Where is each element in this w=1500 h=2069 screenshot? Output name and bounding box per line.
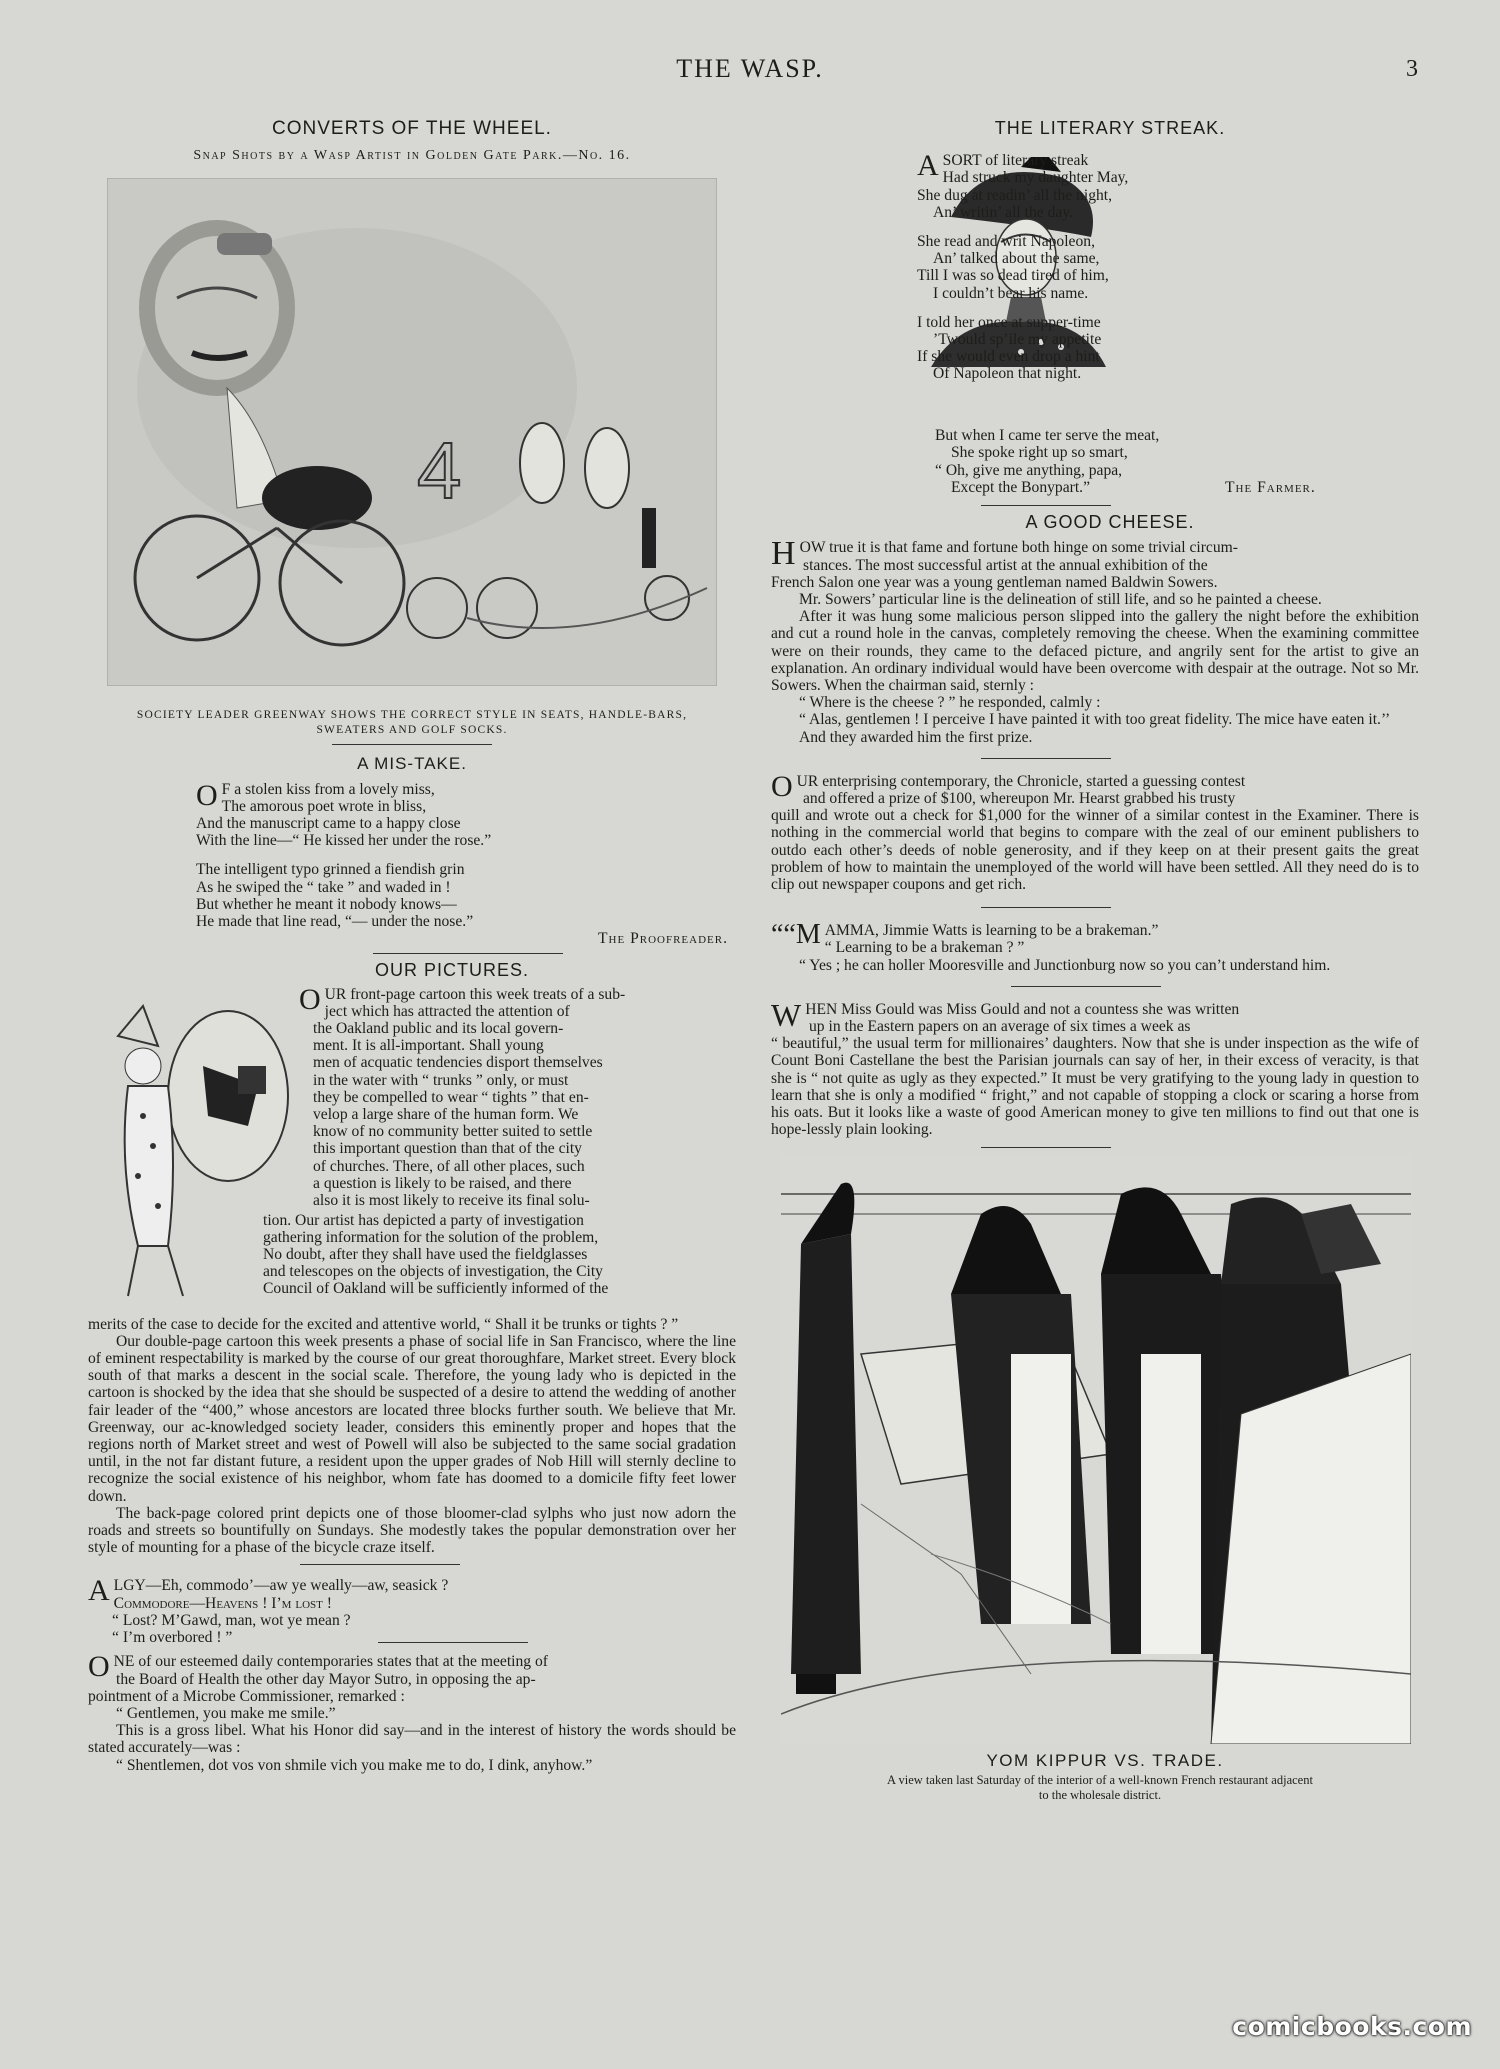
cheese-dropcap: H	[771, 535, 796, 573]
chronicle-line: and offered a prize of $100, whereupon Mr. Hearst grabbed his trusty	[803, 790, 1236, 808]
mistake-poem	[88, 778, 736, 931]
literary-line: An’ writin’ all the day.	[933, 203, 1074, 221]
cheese-para-2: Mr. Sowers’ particular line is the delineation of still life, and so he painted a cheese.	[799, 591, 1322, 609]
algy-section	[88, 1574, 736, 1647]
chronicle-section	[771, 769, 1419, 894]
gould-line: HEN Miss Gould was Miss Gould and not a countess she was written	[805, 1000, 1240, 1018]
literary-line: Except the Bonypart.”	[951, 478, 1090, 496]
pictures-line: they be compelled to wear “ tights ” that en-	[313, 1088, 589, 1106]
yom-kippur-caption	[781, 1773, 1419, 1803]
chronicle-rest: quill and wrote out a check for $1,000 for the winner of a similar contest in the Examiner. There is nothing in the commercial world that begins to compare with the zeal of our eminent publishers to outdo each other’s deeds of noble generosity, and if they keep on at their present gaits the great problem of how to maintain the unemployed of the world will have been settled. All they need do is to clip out newspaper coupons and get rich.	[771, 807, 1419, 894]
cheese-para-1-end: French Salon one year was a young gentleman named Baldwin Sowers.	[771, 573, 1218, 591]
microbe-line: “ Gentlemen, you make me smile.”	[116, 1704, 336, 1722]
gould-dropcap: W	[771, 996, 802, 1033]
yom-caption-line-1: A view taken last Saturday of the interior of a well-known French restaurant adjacent	[887, 1772, 1313, 1787]
mistake-line: And the manuscript came to a happy close	[196, 815, 461, 833]
pictures-line: gathering information for the solution of the problem,	[263, 1228, 599, 1246]
mamma-line: “ Learning to be a brakeman ? ”	[824, 939, 1025, 957]
algy-line: “ I’m overbored ! ”	[112, 1629, 233, 1647]
restaurant-scene-image	[781, 1154, 1411, 1744]
cheese-heading: A GOOD CHEESE.	[1025, 512, 1195, 533]
literary-stanza-1	[917, 149, 1217, 221]
converts-caption-line-2: SWEATERS AND GOLF SOCKS.	[316, 724, 508, 737]
literary-line: Of Napoleon that night.	[933, 365, 1082, 383]
mamma-section	[771, 919, 1419, 974]
literary-heading: THE LITERARY STREAK.	[994, 118, 1226, 138]
microbe-dropcap: O	[88, 1650, 110, 1684]
pictures-line: also it is most likely to receive its final solu-	[313, 1192, 590, 1210]
pictures-para-1-end: merits of the case to decide for the excited and attentive world, “ Shall it be trunks or tights ? ”	[88, 1315, 679, 1333]
mamma-dropcap: ““M	[771, 919, 821, 951]
algy-line: LGY—Eh, commodo’—aw ye weally—aw, seasick ?	[113, 1577, 449, 1595]
divider	[1011, 986, 1161, 987]
divider	[373, 953, 563, 954]
mistake-line: But whether he meant it nobody knows—	[196, 895, 457, 913]
pictures-line: of churches. There, of all other places, such	[313, 1157, 585, 1175]
pictures-wrap-text-2	[263, 1212, 736, 1298]
cheese-line: stances. The most successful artist at the annual exhibition of the	[803, 556, 1208, 574]
literary-dropcap: A	[917, 149, 939, 183]
literary-line: I told her once at supper-time	[917, 313, 1101, 331]
literary-line: If she would even drop a hint	[917, 348, 1100, 366]
cheese-quote-2: “ Alas, gentlemen ! I perceive I have painted it with too great fidelity. The mice have eaten it.’’	[799, 711, 1391, 729]
watermark-logo: comicbooks.com	[1232, 2012, 1472, 2041]
literary-line: But when I came ter serve the meat,	[935, 427, 1160, 445]
yom-kippur-illustration	[781, 1154, 1411, 1744]
pictures-line: and telescopes on the objects of investigation, the City	[263, 1263, 603, 1281]
mistake-stanza-1	[196, 778, 736, 850]
divider	[378, 1642, 528, 1643]
converts-caption-line-1: SOCIETY LEADER GREENWAY SHOWS THE CORRECT STYLE IN SEATS, HANDLE-BARS,	[136, 709, 688, 722]
microbe-line: the Board of Health the other day Mayor Sutro, in opposing the ap-	[116, 1670, 536, 1688]
cheese-para-3: After it was hung some malicious person slipped into the gallery the night before the exhibition and cut a round hole in the canvas, completely removing the cheese. When the examining committee were on their rounds, they came to the defaced picture, and angrily sent for the artist to give an explanation. An ordinary individual would have been overcome with despair at the outrage. Not so Mr. Sowers. When the chairman said, sternly :	[771, 608, 1419, 695]
mistake-line: The amorous poet wrote in bliss,	[221, 797, 427, 815]
mistake-line: As he swiped the “ take ” and waded in !	[196, 878, 451, 896]
divider	[300, 1564, 460, 1565]
mistake-line: He made that line read, “— under the nose.”	[196, 913, 474, 931]
pictures-para-3: The back-page colored print depicts one of those bloomer-clad sylphs who just now adorn the roads and streets so bountifully on Sundays. She modestly takes the popular demonstration over her style of mounting for a phase of the bicycle craze itself.	[88, 1504, 736, 1557]
microbe-line: This is a gross libel. What his Honor did say—and in the interest of history the words should be stated accurately—was :	[88, 1722, 736, 1757]
masthead-title: THE WASP.	[676, 54, 824, 83]
pictures-line: know of no community better suited to settle	[313, 1123, 593, 1141]
literary-poem	[917, 149, 1217, 383]
mistake-stanza-2	[196, 861, 736, 930]
algy-line: Commodore—Heavens ! I’m lost !	[113, 1594, 332, 1612]
farmer-signature: The Farmer.	[1225, 478, 1316, 496]
bicycle-cartoon-image	[107, 178, 717, 686]
literary-line: I couldn’t bear his name.	[933, 284, 1089, 302]
pictures-line: Council of Oakland will be sufficiently informed of the	[263, 1280, 609, 1298]
mistake-heading: A MIS-TAKE.	[357, 754, 467, 774]
literary-line: She spoke right up so smart,	[951, 444, 1128, 462]
divider	[981, 758, 1111, 759]
divider	[981, 907, 1111, 908]
gould-rest: “ beautiful,” the usual term for millionaires’ daughters. Now that she is under inspection as the wife of Count Boni Castellane the best the Parisian journals can say of her, in their excess of veracity, is that she is “ not quite as ugly as they expected.” It must be very gratifying to the young lady in question to learn that she is only a modified “ fright,” and not capable of stopping a clock or scaring a horse from his oats. But it looks like a waste of good American money to give ten millions to find out that one is hope-lessly plain looking.	[771, 1035, 1419, 1139]
converts-subheading: Snap Shots by a Wasp Artist in Golden Gate Park.—No. 16.	[193, 148, 631, 164]
yom-caption-line-2: to the wholesale district.	[1038, 1787, 1162, 1802]
microbe-line: NE of our esteemed daily contemporaries states that at the meeting of	[113, 1653, 548, 1671]
masthead	[0, 54, 1500, 94]
pictures-line: ment. It is all-important. Shall young	[313, 1037, 544, 1055]
cheese-section	[771, 535, 1419, 746]
left-column	[88, 120, 736, 1774]
chronicle-dropcap: O	[771, 769, 793, 803]
pictures-line: No doubt, after they shall have used the fieldglasses	[263, 1246, 588, 1264]
pictures-line: a question is likely to be raised, and there	[313, 1174, 572, 1192]
algy-dropcap: A	[88, 1574, 110, 1608]
literary-line: Till I was so dead tired of him,	[917, 267, 1109, 285]
svg-text:4: 4	[417, 426, 462, 516]
mistake-dropcap: O	[196, 778, 218, 812]
pictures-para-2: Our double-page cartoon this week presents a phase of social life in San Francisco, where the line of eminent respectability is marked by the course of our great thoroughfare, Market street. Every block south of that marks a descent in the social scale. Therefore, the young lady who is depicted in the cartoon is shocked by the idea that she should be suspected of a desire to attend the wedding of another fair leader of the “400,” whose ancestors are located three blocks further south. We believe that Mr. Greenway, our ac-knowledged society leader, considers this eminently proper and hopes that the regions north of Market street and west of Powell will also be subjected to the same social gradation until, in the not far distant future, a resident upon the upper grades of Nob Hill will sternly decline to recognize the social existence of his neighbor, whom fate has doomed to a domicile fifty feet lower down.	[88, 1332, 736, 1505]
pictures-dropcap: O	[299, 982, 321, 1016]
gould-section	[771, 996, 1419, 1139]
algy-line: “ Lost? M’Gawd, man, wot ye mean ?	[112, 1611, 351, 1629]
divider	[332, 744, 492, 745]
microbe-section	[88, 1650, 736, 1774]
mistake-line: The intelligent typo grinned a fiendish grin	[196, 861, 465, 879]
literary-line: Had struck my daughter May,	[942, 169, 1129, 187]
literary-stanza-4	[935, 427, 1375, 496]
pictures-line: the Oakland public and its local govern-	[313, 1020, 564, 1038]
proofreader-signature: The Proofreader.	[597, 930, 728, 948]
bicycle-illustration	[107, 178, 717, 686]
literary-line: An’ talked about the same,	[933, 250, 1100, 268]
pictures-wrap	[88, 982, 736, 1316]
cheese-line: OW true it is that fame and fortune both hinge on some trivial circum-	[799, 539, 1238, 557]
pictures-line: this important question than that of the city	[313, 1140, 582, 1158]
literary-line: ’Twould sp’ile my appetite	[933, 331, 1102, 349]
page-number: 3	[1406, 56, 1418, 82]
literary-line: She dug at readin’ all the night,	[917, 186, 1113, 204]
mamma-rest: “ Yes ; he can holler Mooresville and Junctionburg now so you can’t understand him.	[799, 956, 1331, 974]
gould-line: up in the Eastern papers on an average of six times a week as	[809, 1018, 1191, 1036]
microbe-line: “ Shentlemen, dot vos von shmile vich you make me to do, I dink, anyhow.”	[116, 1756, 593, 1774]
mistake-line: With the line—“ He kissed her under the rose.”	[196, 832, 492, 850]
cheese-end: And they awarded him the first prize.	[799, 728, 1033, 746]
pictures-line: UR front-page cartoon this week treats of a sub-	[324, 985, 626, 1003]
right-column	[771, 120, 1419, 1803]
divider	[981, 1147, 1111, 1148]
mistake-line: F a stolen kiss from a lovely miss,	[221, 780, 435, 798]
yom-kippur-title: YOM KIPPUR VS. TRADE.	[986, 1750, 1224, 1770]
mamma-line: AMMA, Jimmie Watts is learning to be a brakeman.”	[824, 922, 1159, 940]
literary-line: She read and writ Napoleon,	[917, 233, 1095, 251]
divider	[981, 505, 1111, 506]
literary-stanza-3	[917, 314, 1217, 383]
chronicle-line: UR enterprising contemporary, the Chronicle, started a guessing contest	[796, 772, 1246, 790]
pictures-line: tion. Our artist has depicted a party of investigation	[263, 1211, 584, 1229]
pictures-wrap-text	[299, 982, 736, 1210]
pictures-line: ject which has attracted the attention of	[324, 1002, 570, 1020]
converts-caption	[88, 708, 736, 738]
literary-section	[771, 137, 1419, 497]
microbe-line: pointment of a Microbe Commissioner, remarked :	[88, 1687, 405, 1705]
converts-heading: CONVERTS OF THE WHEEL.	[272, 118, 552, 139]
pictures-line: in the water with “ trunks ” only, or must	[313, 1071, 569, 1089]
literary-line: SORT of literary streak	[942, 152, 1089, 170]
pictures-line: men of acquatic tendencies disport themselves	[313, 1054, 603, 1072]
literary-line: “ Oh, give me anything, papa,	[935, 461, 1123, 479]
literary-stanza-2	[917, 233, 1217, 302]
cheese-quote-1: “ Where is the cheese ? ” he responded, calmly :	[799, 694, 1101, 712]
pictures-line: velop a large share of the human form. We	[313, 1106, 579, 1124]
pictures-heading: OUR PICTURES.	[374, 960, 529, 981]
